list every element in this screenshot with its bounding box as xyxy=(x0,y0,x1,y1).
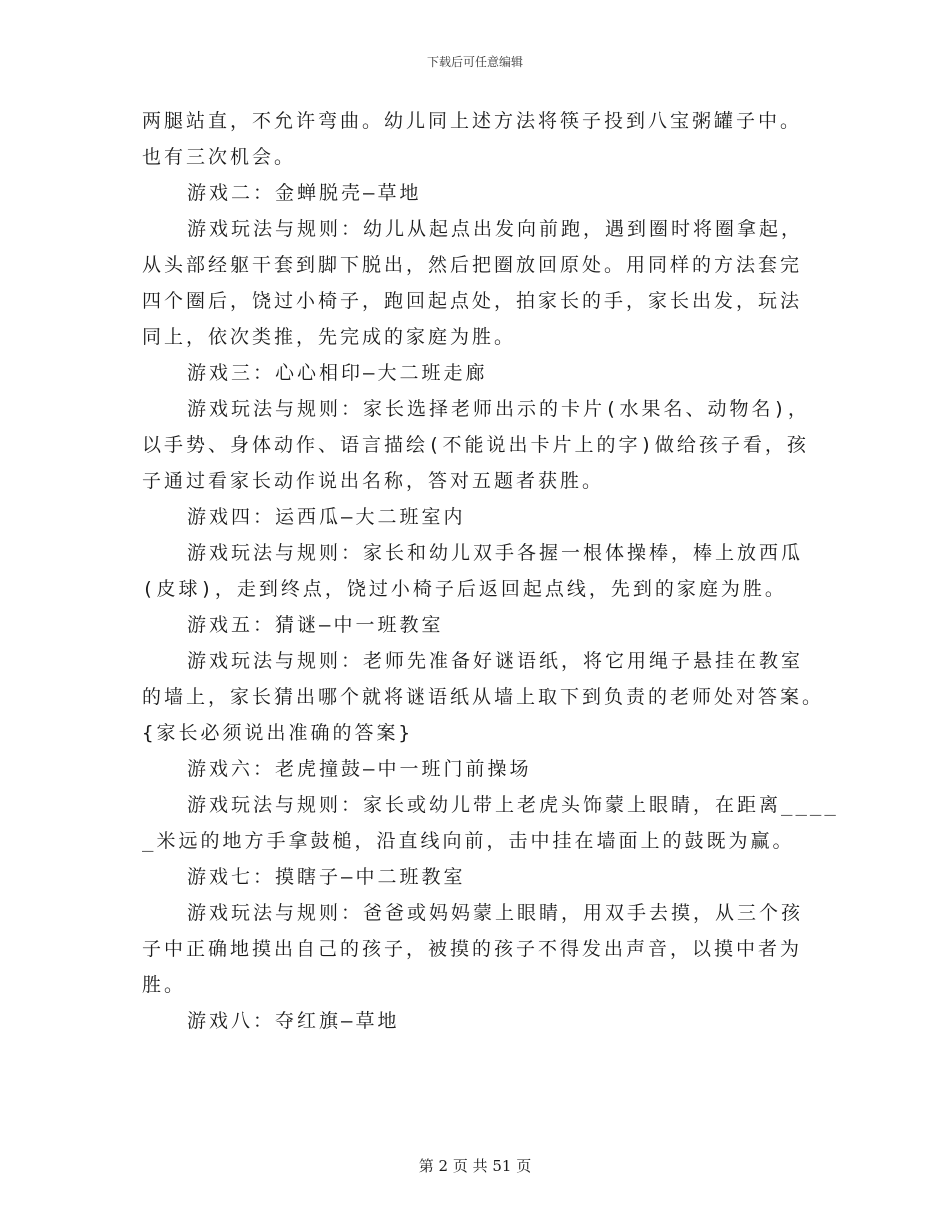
game-heading: 游戏七：摸瞎子—中二班教室 xyxy=(187,866,466,888)
text-line: 子通过看家长动作说出名称，答对五题者获胜。 xyxy=(142,470,605,492)
text-line: 以手势、身体动作、语言描绘(不能说出卡片上的字)做给孩子看，孩 xyxy=(142,434,809,456)
game-heading: 游戏六：老虎撞鼓—中一班门前操场 xyxy=(187,758,532,780)
game-heading: 游戏五：猜谜—中一班教室 xyxy=(187,614,444,636)
text-line: {家长必须说出准确的答案} xyxy=(142,722,413,744)
text-line: _米远的地方手拿鼓槌，沿直线向前，击中挂在墙面上的鼓既为赢。 xyxy=(142,830,795,852)
text-line: 从头部经躯干套到脚下脱出，然后把圈放回原处。用同样的方法套完 xyxy=(142,254,803,276)
page-header: 下载后可任意编辑 xyxy=(426,55,523,69)
game-heading: 游戏二：金蝉脱壳—草地 xyxy=(187,182,422,204)
game-heading: 游戏四：运西瓜—大二班室内 xyxy=(187,506,466,528)
game-heading: 游戏三：心心相印—大二班走廊 xyxy=(187,362,488,384)
text-line: 两腿站直，不允许弯曲。幼儿同上述方法将筷子投到八宝粥罐子中。 xyxy=(142,110,803,132)
text-line: 子中正确地摸出自己的孩子，被摸的孩子不得发出声音，以摸中者为 xyxy=(142,938,803,960)
text-line: 的墙上，家长猜出哪个就将谜语纸从墙上取下到负责的老师处对答案。 xyxy=(142,686,825,708)
text-line: (皮球)，走到终点，饶过小椅子后返回起点线，先到的家庭为胜。 xyxy=(142,578,787,600)
text-line: 游戏玩法与规则：家长选择老师出示的卡片(水果名、动物名)， xyxy=(187,398,810,420)
text-line: 游戏玩法与规则：老师先准备好谜语纸，将它用绳子悬挂在教室 xyxy=(187,650,804,672)
text-line: 游戏玩法与规则：家长和幼儿双手各握一根体操棒，棒上放西瓜 xyxy=(187,542,804,564)
text-line: 游戏玩法与规则：幼儿从起点出发向前跑，遇到圈时将圈拿起， xyxy=(187,218,804,240)
text-line: 游戏玩法与规则：爸爸或妈妈蒙上眼睛，用双手去摸，从三个孩 xyxy=(187,902,804,924)
text-line: 四个圈后，饶过小椅子，跑回起点处，拍家长的手，家长出发，玩法 xyxy=(142,290,803,312)
text-line: 胜。 xyxy=(142,974,187,996)
page-number: 第 2 页 共 51 页 xyxy=(418,1157,532,1175)
text-line: 也有三次机会。 xyxy=(142,146,297,168)
game-heading: 游戏八：夺红旗—草地 xyxy=(187,1010,400,1032)
text-line: 游戏玩法与规则：家长或幼儿带上老虎头饰蒙上眼睛，在距离____ xyxy=(187,794,839,816)
document-body xyxy=(142,103,839,1039)
text-line: 同上，依次类推，先完成的家庭为胜。 xyxy=(142,326,517,348)
